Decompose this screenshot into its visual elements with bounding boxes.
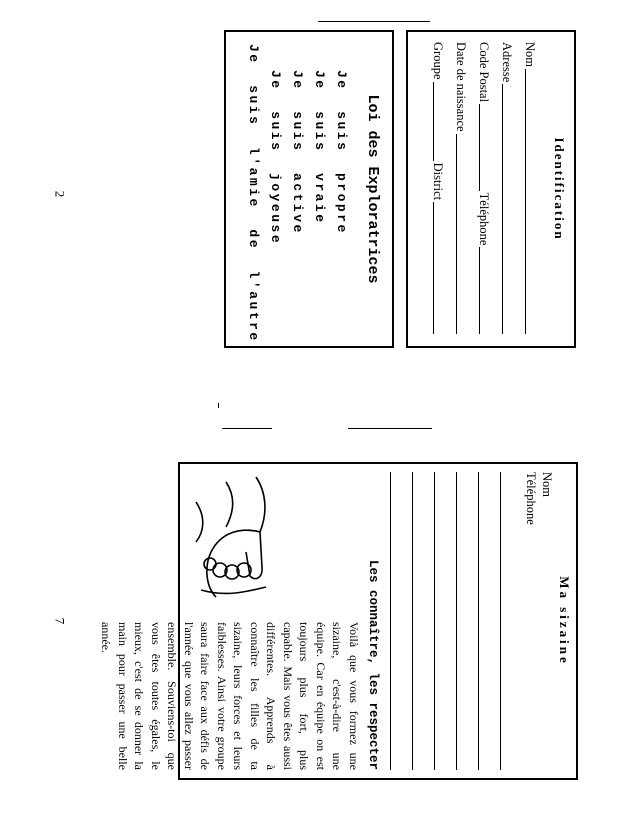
loi-content bbox=[227, 34, 391, 344]
blank-line bbox=[500, 472, 522, 770]
field-label: Date de naissance bbox=[454, 42, 468, 132]
field-label: Nom bbox=[523, 42, 537, 67]
law-line: Je suis vraie bbox=[312, 70, 327, 225]
page-number-left: 2 bbox=[52, 190, 68, 198]
sizaine-card bbox=[99, 462, 578, 780]
sizaine-title: Ma sizaine bbox=[557, 576, 572, 666]
field-adresse bbox=[499, 42, 522, 336]
field-code-postal bbox=[476, 42, 499, 336]
fold-line-left bbox=[222, 428, 272, 429]
field-nom bbox=[522, 42, 545, 336]
sizaine-content bbox=[99, 464, 576, 778]
identification-card bbox=[406, 30, 576, 348]
field-label: Adresse bbox=[500, 42, 514, 83]
identification-content bbox=[409, 34, 573, 344]
loi-card bbox=[224, 30, 394, 348]
field-label: Groupe bbox=[431, 42, 445, 80]
blank-line bbox=[390, 472, 412, 770]
law-line: Je suis propre bbox=[334, 70, 349, 235]
sizaine-tel-label: Téléphone bbox=[524, 472, 538, 525]
sizaine-subtitle: Les connaître, les respecter bbox=[366, 559, 380, 770]
field-date-naissance bbox=[453, 42, 476, 336]
field-label: District bbox=[431, 162, 445, 201]
field-label: Code Postal bbox=[477, 42, 491, 103]
law-line: Je suis joyeuse bbox=[268, 70, 283, 246]
sizaine-paragraph: Voilà que vous formez une sizaine, c'est-à-dire une équipe. Car en équipe on est toujours plus fort, plus capable. Mais vous êtes aussi différentes. Apprends à connaître les filles de ta sizaine, leurs forces et leurs faiblesses. Ainsi votre groupe saura faire face aux défis de l'année que vous allez passer ensemble. Souviens-toi que vous êtes toutes égales, le mieux, c'est de se donner la main pour passer une belle année. bbox=[99, 622, 361, 770]
page-number-right: 7 bbox=[52, 617, 68, 625]
loi-title: Loi des Exploratrices bbox=[364, 94, 381, 284]
blank-line bbox=[456, 472, 478, 770]
law-line: Je suis l'amie de l'autre bbox=[246, 44, 261, 343]
blank-line bbox=[412, 472, 434, 770]
field-label: Téléphone bbox=[477, 192, 491, 246]
fold-line-right bbox=[348, 428, 432, 429]
handshake-illustration bbox=[186, 472, 296, 602]
field-groupe bbox=[430, 42, 453, 336]
fold-mark bbox=[218, 403, 219, 408]
sizaine-nom-label: Nom bbox=[540, 472, 554, 497]
blank-line bbox=[434, 472, 456, 770]
identification-title: Identification bbox=[552, 137, 567, 241]
top-rule bbox=[318, 21, 430, 22]
blank-line bbox=[478, 472, 500, 770]
law-line: Je suis active bbox=[290, 70, 305, 235]
